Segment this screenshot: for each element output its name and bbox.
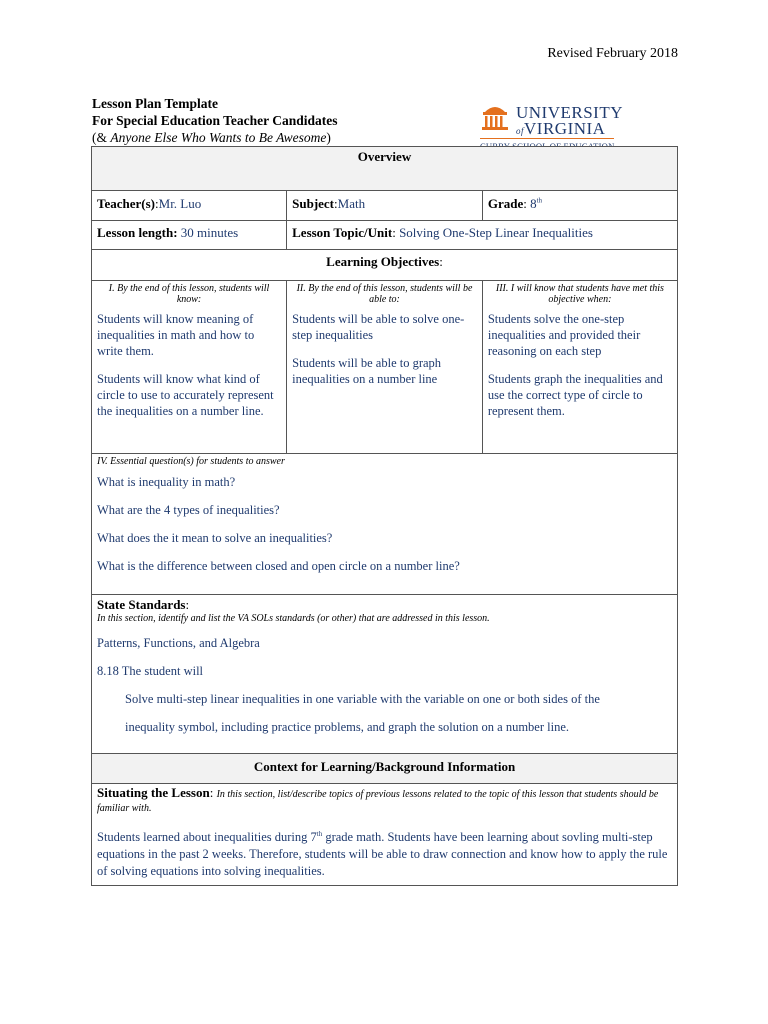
situating-row: [92, 784, 678, 886]
topic-cell: Lesson Topic/Unit: Solving One-Step Linear Inequalities: [287, 221, 678, 250]
objective-item: Students will know what kind of circle to use to accurately represent the inequalities on a number line.: [97, 372, 274, 418]
objective-item: Students will be able to graph inequalities on a number line: [292, 356, 442, 386]
logo-university: UNIVERSITY: [516, 103, 623, 122]
objectives-title-row: [92, 250, 678, 281]
standards-cell: [92, 595, 678, 754]
revised-date: Revised February 2018: [547, 46, 678, 61]
logo-virginia-text: VIRGINIA: [524, 119, 606, 138]
objectives-col1-header: I. By the end of this lesson, students will know:: [108, 283, 270, 305]
length-label: Lesson length:: [97, 225, 178, 240]
situating-body-part1: Students learned about inequalities during 7: [97, 830, 317, 845]
objectives-col2: [287, 281, 483, 454]
tagline-close: ): [326, 130, 331, 145]
logo-of: of: [516, 126, 525, 136]
situating-cell: [92, 784, 678, 886]
grade-label: Grade: [487, 196, 524, 211]
question-item: What is the difference between closed and open circle on a number line?: [97, 559, 460, 573]
template-tagline: [92, 129, 338, 146]
question-item: What are the 4 types of inequalities?: [97, 503, 280, 517]
logo-virginia: [516, 120, 605, 140]
grade-value: 8: [530, 196, 537, 211]
grade-cell: Grade: 8th: [482, 191, 677, 221]
standards-text-line2: inequality symbol, including practice problems, and graph the solution on a number line.: [125, 720, 570, 734]
standards-code: 8.18 The student will: [97, 664, 204, 678]
standards-title: State Standards: [97, 597, 186, 612]
rotunda-icon: [479, 102, 511, 132]
question-item: What is inequality in math?: [97, 475, 236, 489]
template-subtitle: For Special Education Teacher Candidates: [92, 113, 338, 128]
objective-item: Students solve the one-step inequalities and provided their reasoning on each step: [487, 312, 641, 358]
lesson-plan-table: [91, 146, 678, 886]
teacher-value: Mr. Luo: [158, 196, 202, 211]
objectives-col3-header: III. I will know that students have met this objective when:: [495, 283, 664, 305]
situating-body-part2: grade math. Students have been learning about sovling multi-step equations in the past 2 weeks. Therefore, students will be able to draw connection and know how to apply the rule of solving equations into solving inequalities.: [97, 830, 668, 879]
subject-label: Subject: [292, 196, 335, 211]
subject-value: Math: [337, 196, 366, 211]
questions-cell: [92, 454, 678, 595]
length-row: [92, 221, 678, 250]
questions-header: IV. Essential question(s) for students to answer: [97, 456, 285, 467]
standards-title-line: State Standards:: [97, 597, 190, 612]
question-item: What does the it mean to solve an inequalities?: [97, 531, 333, 545]
objective-item: Students will know meaning of inequalities in math and how to write them.: [97, 312, 255, 358]
standards-text-line1: Solve multi-step linear inequalities in one variable with the variable on one or both sides of the: [125, 692, 600, 706]
situating-instructions: In this section, list/describe topics of previous lessons related to the topic of this lesson that students should be familiar with.: [97, 789, 659, 814]
teacher-label: Teacher(s): [97, 196, 156, 211]
context-title: Context for Learning/Background Information: [92, 754, 678, 784]
overview-title: Overview: [92, 147, 678, 191]
standards-category: Patterns, Functions, and Algebra: [97, 636, 260, 650]
topic-value: Solving One-Step Linear Inequalities: [399, 225, 593, 240]
overview-row: [92, 147, 678, 191]
subject-cell: Subject:Math: [287, 191, 483, 221]
objectives-row: [92, 281, 678, 454]
document-header: [92, 95, 338, 146]
length-cell: [92, 221, 287, 250]
questions-row: [92, 454, 678, 595]
tagline-italic: Anyone Else Who Wants to Be Awesome: [110, 130, 327, 145]
objectives-col1: [92, 281, 287, 454]
objectives-title-cell: Learning Objectives:: [92, 250, 678, 281]
tagline-open: (&: [92, 130, 111, 145]
template-title: Lesson Plan Template: [92, 96, 219, 111]
objectives-col2-header: II. By the end of this lesson, students will be able to:: [296, 283, 473, 305]
objectives-col3: [482, 281, 677, 454]
objective-item: Students will be able to solve one-step inequalities: [292, 312, 465, 342]
standards-instructions: In this section, identify and list the VA SOLs standards (or other) that are addressed in this lesson.: [97, 613, 490, 624]
situating-body-sup: th: [316, 830, 323, 838]
objectives-title: Learning Objectives: [326, 254, 440, 269]
situating-header: Situating the Lesson: In this section, list/describe topics of previous lessons related to the topic of this lesson that students should be familiar with.: [97, 785, 659, 814]
teacher-row: [92, 191, 678, 221]
topic-label: Lesson Topic/Unit: [292, 225, 393, 240]
teacher-cell: Teacher(s):Mr. Luo: [92, 191, 287, 221]
grade-sup: th: [536, 196, 543, 205]
situating-body: [97, 826, 672, 880]
objective-item: Students graph the inequalities and use the correct type of circle to represent them.: [487, 372, 663, 418]
length-value: 30 minutes: [180, 225, 239, 240]
standards-row: [92, 595, 678, 754]
situating-label: Situating the Lesson: [97, 785, 210, 800]
context-title-row: [92, 754, 678, 784]
